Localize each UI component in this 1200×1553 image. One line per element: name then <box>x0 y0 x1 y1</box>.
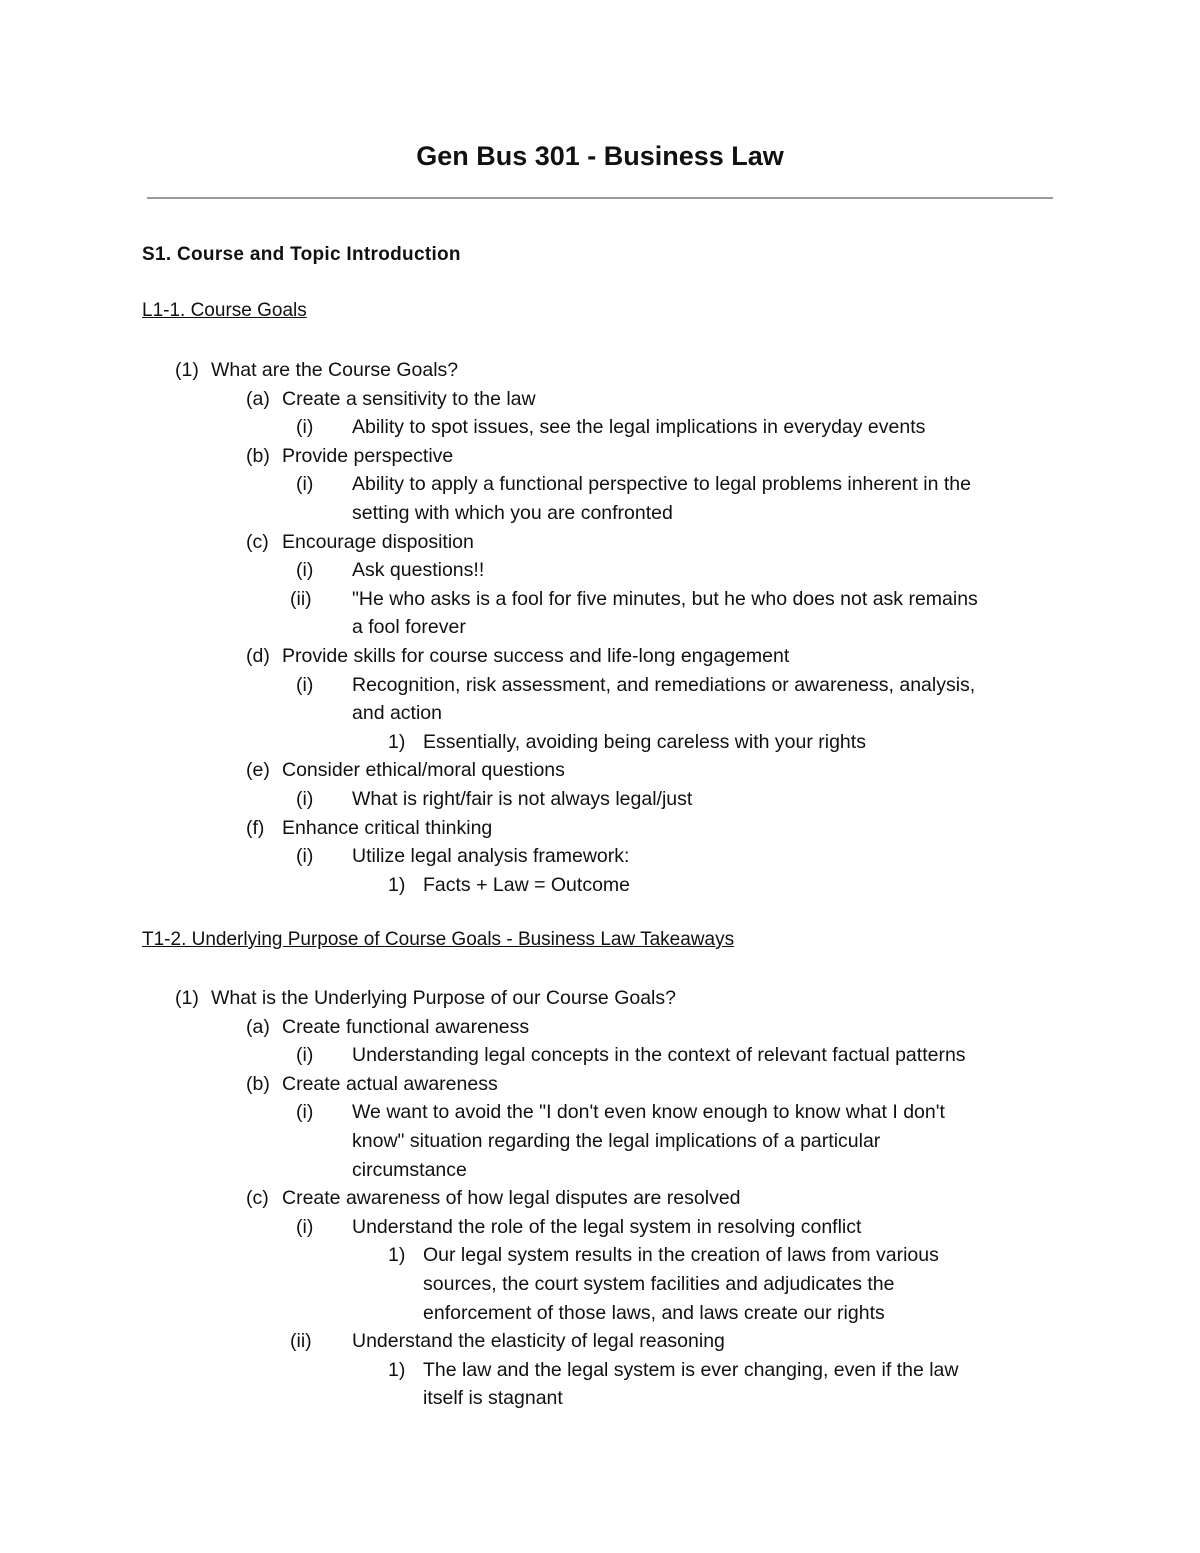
outline-marker: (i) <box>296 845 314 868</box>
outline-text: know" situation regarding the legal implications of a particular <box>352 1130 881 1152</box>
outline-text: Facts + Law = Outcome <box>423 873 631 896</box>
outline-text: Provide perspective <box>282 444 454 467</box>
outline-text: circumstance <box>352 1158 467 1181</box>
outline-text: enforcement of those laws, and laws create our rights <box>423 1301 885 1324</box>
outline-text: Ask questions!! <box>352 559 485 582</box>
outline-text: and action <box>352 702 442 725</box>
outline-marker: 1) <box>388 1358 406 1381</box>
outline-text: Enhance critical thinking <box>282 816 493 839</box>
outline-text: Understand the elasticity of legal reasoning <box>352 1330 725 1353</box>
lesson-heading-course-goals: L1-1. Course Goals <box>142 300 307 321</box>
outline-marker: (i) <box>296 473 314 496</box>
outline-text: The law and the legal system is ever changing, even if the law <box>423 1358 959 1381</box>
outline-marker: (a) <box>246 387 270 410</box>
topic-heading-underlying-purpose: T1-2. Underlying Purpose of Course Goals - Business Law Takeaways <box>142 929 735 950</box>
outline-text: Essentially, avoiding being careless with your rights <box>423 730 866 753</box>
outline-text: We want to avoid the "I don't even know enough to know what I don't <box>352 1101 945 1124</box>
outline-marker: (e) <box>246 759 270 782</box>
outline-marker: (d) <box>246 645 270 667</box>
outline-text: Understand the role of the legal system in resolving conflict <box>352 1215 862 1238</box>
outline-marker: (f) <box>246 816 265 839</box>
outline-marker: (i) <box>296 673 314 696</box>
outline-text: Our legal system results in the creation of laws from various <box>423 1244 939 1267</box>
outline-text: Ability to apply a functional perspective to legal problems inherent in the <box>352 473 971 496</box>
outline-marker: (b) <box>246 444 270 467</box>
outline-text: Create functional awareness <box>282 1015 530 1038</box>
document-title: Gen Bus 301 - Business Law <box>416 141 784 171</box>
outline-text: Consider ethical/moral questions <box>282 759 565 782</box>
outline-text: setting with which you are confronted <box>352 502 673 524</box>
outline-text: Understanding legal concepts in the context of relevant factual patterns <box>352 1044 966 1067</box>
outline-marker: (i) <box>296 416 314 439</box>
outline-text: What is the Underlying Purpose of our Course Goals? <box>211 987 676 1009</box>
outline-text: Encourage disposition <box>282 530 474 553</box>
outline-marker: 1) <box>388 1244 406 1267</box>
outline-text: Create awareness of how legal disputes are resolved <box>282 1187 741 1210</box>
outline-marker: (1) <box>175 359 199 381</box>
outline-marker: (b) <box>246 1072 270 1095</box>
outline-text: Provide skills for course success and life-long engagement <box>282 645 790 667</box>
outline-marker: (c) <box>246 530 269 553</box>
outline-text: Create a sensitivity to the law <box>282 387 536 410</box>
outline-text: Utilize legal analysis framework: <box>352 845 630 868</box>
outline-text: a fool forever <box>352 616 466 639</box>
outline-text: Create actual awareness <box>282 1072 498 1095</box>
outline-marker: (i) <box>296 1044 314 1067</box>
outline-marker: (ii) <box>290 1330 312 1353</box>
outline-text: "He who asks is a fool for five minutes, but he who does not ask remains <box>352 587 978 610</box>
outline-text: What are the Course Goals? <box>211 359 459 381</box>
outline-marker: 1) <box>388 873 406 896</box>
outline-marker: (1) <box>175 987 199 1009</box>
outline-marker: (i) <box>296 1101 314 1124</box>
outline-text: sources, the court system facilities and adjudicates the <box>423 1273 895 1295</box>
outline-marker: (i) <box>296 788 314 810</box>
outline-text: itself is stagnant <box>423 1387 563 1410</box>
outline-marker: (a) <box>246 1015 270 1038</box>
outline-marker: 1) <box>388 730 406 753</box>
outline-marker: (i) <box>296 559 314 582</box>
outline-marker: (i) <box>296 1215 314 1238</box>
outline-marker: (ii) <box>290 587 312 610</box>
outline-text: Recognition, risk assessment, and remediations or awareness, analysis, <box>352 673 976 696</box>
title-divider <box>147 197 1053 199</box>
outline-text: What is right/fair is not always legal/just <box>352 788 693 810</box>
outline-marker: (c) <box>246 1187 269 1210</box>
outline-text: Ability to spot issues, see the legal implications in everyday events <box>352 416 926 439</box>
section-heading: S1. Course and Topic Introduction <box>142 244 461 265</box>
